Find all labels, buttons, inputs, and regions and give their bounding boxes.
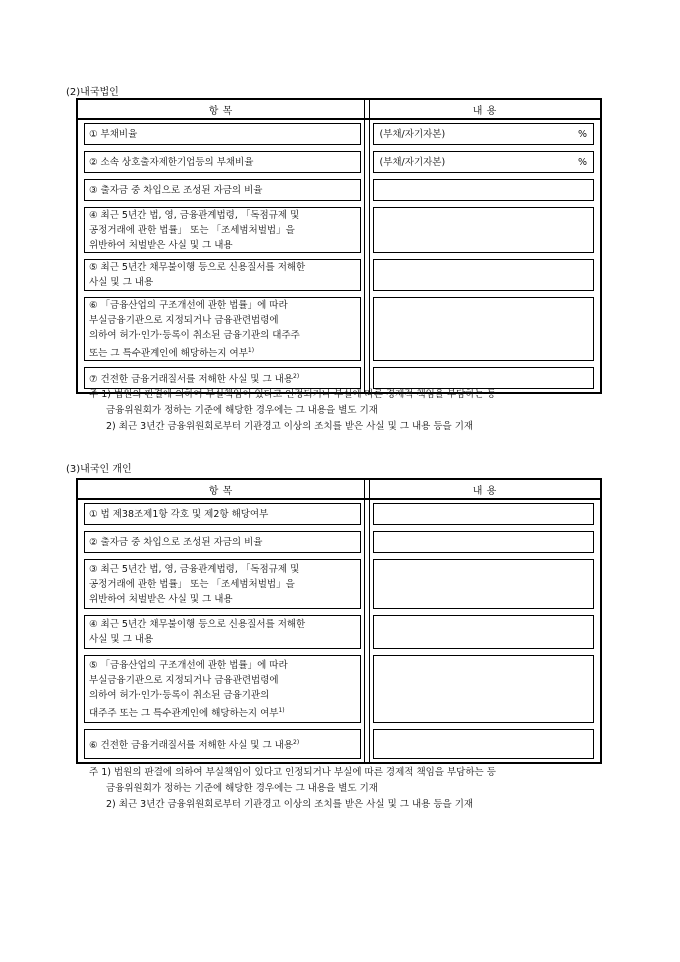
note-line: 금융위원회가 정하는 기준에 해당한 경우에는 그 내용을 별도 기재	[106, 783, 378, 794]
header-content: 내 용	[369, 479, 601, 499]
row-label: ⑤ 「금융산업의 구조개선에 관한 법률」에 따라 부실금융기관으로 지정되거나 금융관련법령에 의하여 허가·인가·등록이 취소된 금융기관의 대주주 또는 그 특수관계인에 해당하는지 여부	[89, 659, 288, 719]
row-label: ⑤ 최근 5년간 채무불이행 등으로 신용질서를 저해한 사실 및 그 내용	[89, 262, 306, 288]
content-field[interactable]	[373, 297, 595, 361]
notes-domestic-corp	[89, 387, 496, 435]
content-field[interactable]	[373, 503, 595, 525]
content-field[interactable]	[373, 729, 595, 759]
content-field[interactable]	[373, 207, 595, 253]
table-row	[77, 556, 601, 612]
row-label: ① 법 제38조제1항 각호 및 제2항 해당여부	[89, 508, 269, 520]
table-row	[77, 256, 601, 294]
row-label: ④ 최근 5년간 법, 영, 금융관계법령, 「독점규제 및 공정거래에 관한 법률」 또는 「조세범처벌법」을 위반하여 처벌받은 사실 및 그 내용	[89, 209, 300, 251]
note-line: 2) 최근 3년간 금융위원회로부터 기관경고 이상의 조치를 받은 사실 및 그 내용 등을 기재	[106, 799, 474, 810]
header-item: 항 목	[77, 99, 364, 119]
note-line: 금융위원회가 정하는 기준에 해당한 경우에는 그 내용을 별도 기재	[106, 405, 378, 416]
domestic-corp-table	[76, 98, 602, 394]
content-field[interactable]	[373, 655, 595, 723]
table-row	[77, 204, 601, 256]
notes-domestic-individual	[89, 765, 496, 813]
header-item: 항 목	[77, 479, 364, 499]
content-field[interactable]	[373, 259, 595, 291]
table-row	[77, 119, 601, 148]
table-row	[77, 612, 601, 652]
row-label: ⑥ 건전한 금융거래질서를 저해한 사실 및 그 내용	[89, 740, 294, 751]
table-row	[77, 528, 601, 556]
table-row	[77, 148, 601, 176]
row-label: ③ 최근 5년간 법, 영, 금융관계법령, 「독점규제 및 공정거래에 관한 법률」 또는 「조세범처벌법」을 위반하여 처벌받은 사실 및 그 내용	[89, 563, 300, 605]
header-content: 내 용	[369, 99, 601, 119]
row-label: ④ 최근 5년간 채무불이행 등으로 신용질서를 저해한 사실 및 그 내용	[89, 619, 306, 645]
content-field[interactable]	[373, 367, 595, 389]
table-row	[77, 176, 601, 204]
table-row	[77, 726, 601, 763]
note-line: 주 1) 법원의 판결에 의하여 부실책임이 있다고 인정되거나 부실에 따른 경제적 책임을 부담하는 등	[89, 389, 496, 400]
table-row	[77, 294, 601, 364]
row-label: ③ 출자금 중 차입으로 조성된 자금의 비율	[89, 184, 263, 196]
content-field[interactable]: (부채/자기자본) %	[373, 123, 595, 145]
footnote-mark: 2)	[293, 373, 300, 380]
content-field[interactable]: (부채/자기자본) %	[373, 151, 595, 173]
footnote-mark: 2)	[293, 739, 300, 746]
table-row	[77, 499, 601, 528]
row-label: ⑥ 「금융산업의 구조개선에 관한 법률」에 따라 부실금융기관으로 지정되거나 금융관련법령에 의하여 허가·인가·등록이 취소된 금융기관의 대주주 또는 그 특수관계인에 해당하는지 여부	[89, 299, 300, 359]
note-line: 주 1) 법원의 판결에 의하여 부실책임이 있다고 인정되거나 부실에 따른 경제적 책임을 부담하는 등	[89, 767, 496, 778]
content-field[interactable]	[373, 615, 595, 649]
row-label: ① 부채비율	[89, 128, 138, 140]
section-title-domestic-individual: (3)내국인 개인	[66, 464, 132, 475]
row-label: ⑦ 건전한 금융거래질서를 저해한 사실 및 그 내용	[89, 374, 294, 385]
footnote-mark: 1)	[278, 706, 285, 714]
content-field[interactable]	[373, 559, 595, 609]
section-title-domestic-corp: (2)내국법인	[66, 87, 119, 98]
content-field[interactable]	[373, 531, 595, 553]
table-row	[77, 652, 601, 726]
footnote-mark: 1)	[247, 346, 255, 354]
domestic-individual-table	[76, 478, 602, 764]
row-label: ② 소속 상호출자제한기업등의 부채비율	[89, 156, 254, 168]
note-line: 2) 최근 3년간 금융위원회로부터 기관경고 이상의 조치를 받은 사실 및 그 내용 등을 기재	[106, 421, 474, 432]
row-label: ② 출자금 중 차입으로 조성된 자금의 비율	[89, 536, 263, 548]
content-field[interactable]	[373, 179, 595, 201]
